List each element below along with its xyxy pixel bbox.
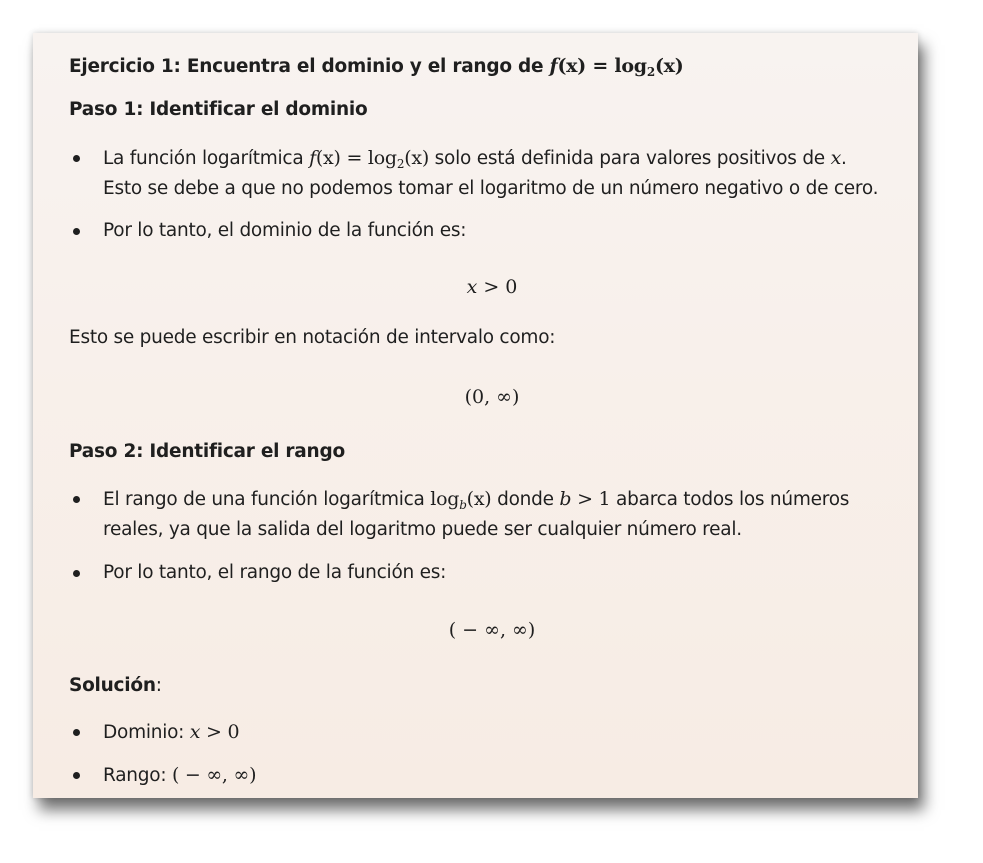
step1-bullet2: Por lo tanto, el dominio de la función es: bbox=[103, 220, 467, 241]
bullet-dot bbox=[73, 496, 80, 503]
step1-bullet1-line2: Esto se debe a que no podemos tomar el logaritmo de un número negativo o de cero. bbox=[103, 178, 879, 199]
step2-bullet2: Por lo tanto, el rango de la función es: bbox=[103, 562, 447, 583]
bullet-dot bbox=[73, 729, 80, 736]
step2-bullet1-line2: reales, ya que la salida del logaritmo puede ser cualquier número real. bbox=[103, 519, 742, 540]
solution-heading: Solución: bbox=[69, 675, 162, 696]
exercise-formula: $f(x) = \log_2(x)$ bbox=[549, 55, 684, 79]
exercise-title-text: Ejercicio 1: Encuentra el dominio y el rango de bbox=[69, 56, 544, 77]
step1-bullet1-line1: La función logarítmica $f(x) = \log_2(x)$ solo está definida para valores positivos de x. bbox=[103, 147, 847, 171]
range-equation: ( − ∞, ∞) bbox=[448, 619, 536, 641]
step1-heading: Paso 1: Identificar el dominio bbox=[69, 99, 368, 120]
solution-range: Rango: ( − ∞, ∞) bbox=[103, 764, 257, 786]
step2-bullet1-line1: El rango de una función logarítmica $\log_b(x)$ donde b > 1 abarca todos los números bbox=[103, 488, 850, 512]
bullet-dot bbox=[73, 772, 80, 779]
interval-equation: (0, ∞) bbox=[464, 386, 520, 408]
step1-formula: $f(x) = \log_2(x)$ bbox=[309, 147, 430, 171]
bullet-dot bbox=[73, 570, 80, 577]
solution-card bbox=[33, 33, 918, 798]
step2-condition: b > 1 bbox=[559, 488, 611, 510]
bullet-dot bbox=[73, 155, 80, 162]
step2-heading: Paso 2: Identificar el rango bbox=[69, 441, 345, 462]
bullet-dot bbox=[73, 228, 80, 235]
exercise-title bbox=[69, 51, 684, 82]
interval-text: Esto se puede escribir en notación de intervalo como: bbox=[69, 327, 556, 348]
step2-log-formula: $\log_b(x)$ bbox=[430, 488, 492, 512]
domain-equation: x > 0 bbox=[466, 276, 518, 298]
solution-domain: Dominio: x > 0 bbox=[103, 721, 240, 743]
